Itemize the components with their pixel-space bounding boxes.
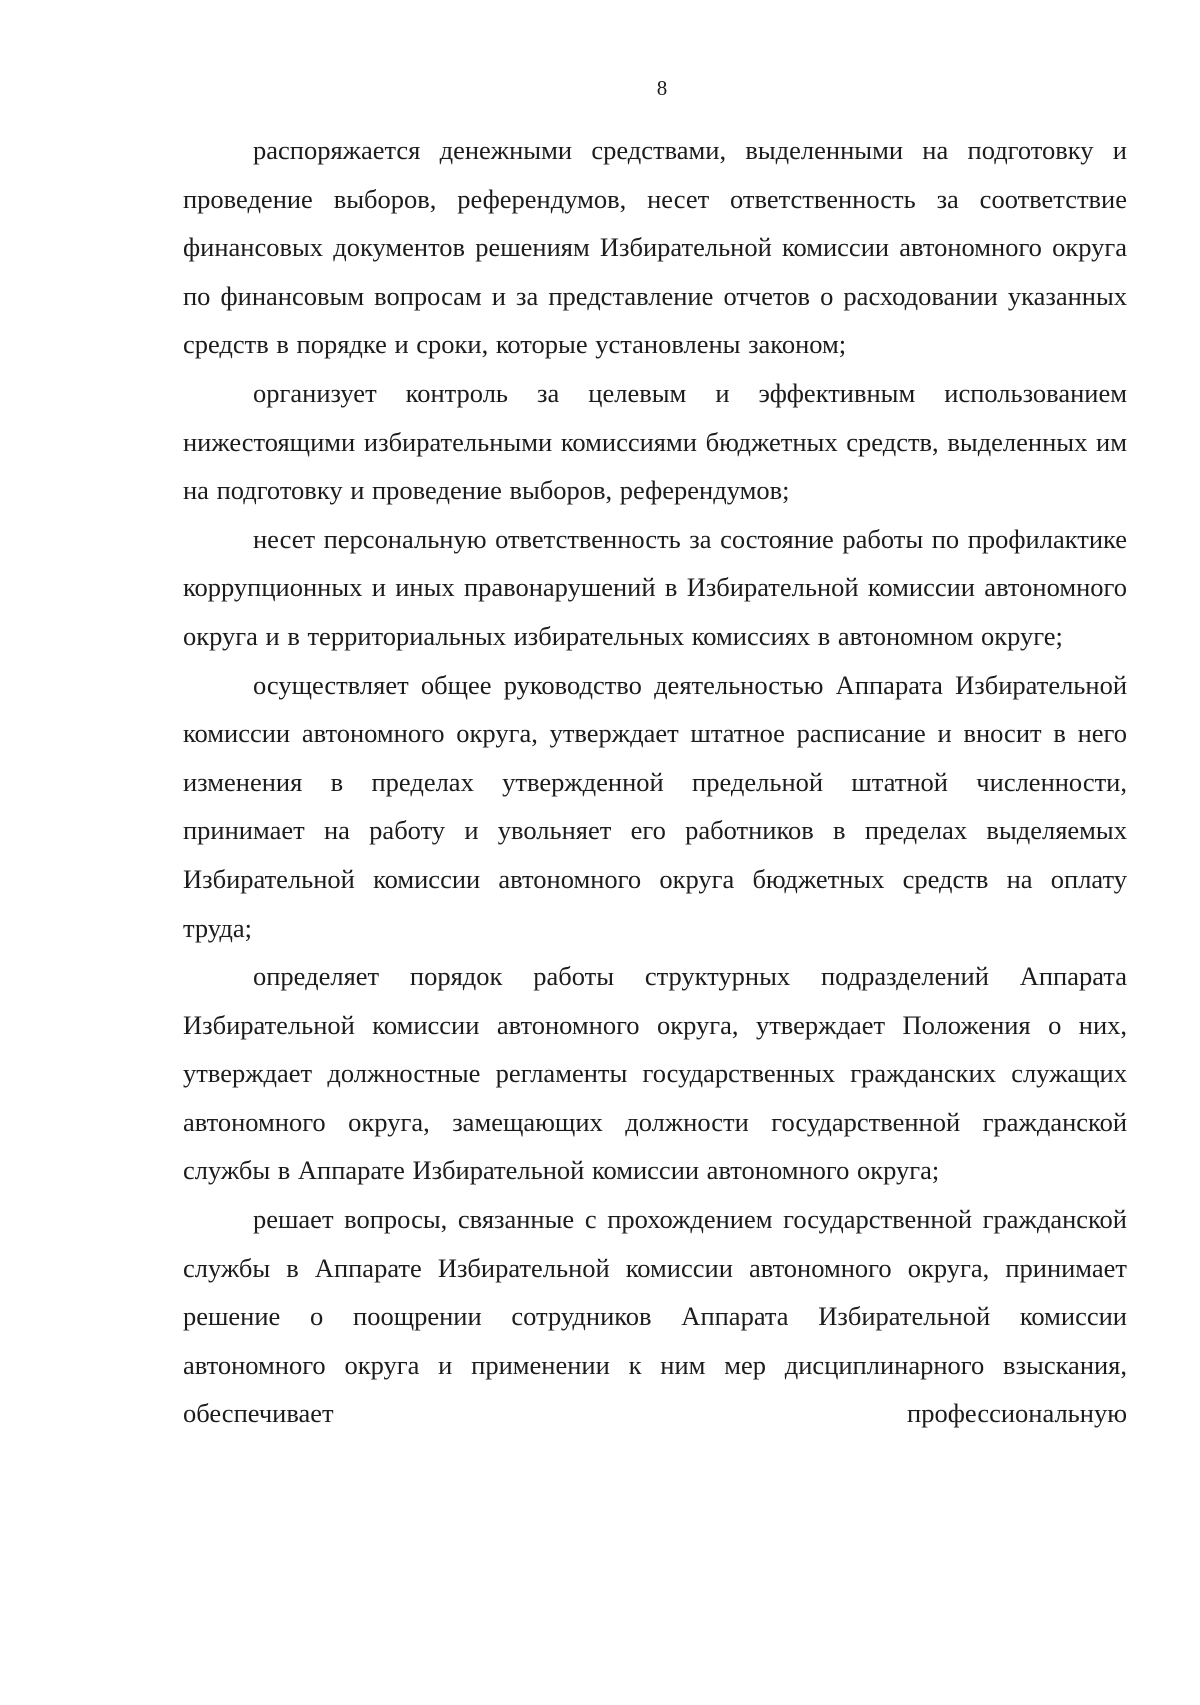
paragraph-staff-management: осуществляет общее руководство деятельностью Аппарата Избирательной комиссии автономного округа, утверждает штатное расписание и вносит в него изменения в пределах утвержденной предельной штатной численности, принимает на работу и увольняет его работников в пределах выделяемых Избирательной комиссии автономного округа бюджетных средств на оплату труда; <box>183 669 1127 943</box>
document-body <box>183 126 1127 1438</box>
page-number: 8 <box>656 76 668 100</box>
paragraph-anticorruption: несет персональную ответственность за состояние работы по профилактике коррупционных и иных правонарушений в Избирательной комиссии автономного округа и в территориальных избирательных комиссиях в автономном округе; <box>183 523 1127 651</box>
paragraph-control: организует контроль за целевым и эффективным использованием нижестоящими избирательными комиссиями бюджетных средств, выделенных им на подготовку и проведение выборов, референдумов; <box>183 377 1127 506</box>
paragraph-civil-service: решает вопросы, связанные с прохождением государственной гражданской службы в Аппарате Избирательной комиссии автономного округа, принимает решение о поощрении сотрудников Аппарата Избирательной комиссии автономного округа и применении к ним мер дисциплинарного взыскания, обеспечивает профессиональную <box>183 1204 1127 1429</box>
paragraph-finances: распоряжается денежными средствами, выделенными на подготовку и проведение выборов, референдумов, несет ответственность за соответствие финансовых документов решениям Избирательной комиссии автономного округа по финансовым вопросам и за представление отчетов о расходовании указанных средств в порядке и сроки, которые установлены законом; <box>183 135 1127 360</box>
paragraph-structure: определяет порядок работы структурных подразделений Аппарата Избирательной комиссии автономного округа, утверждает Положения о них, утверждает должностные регламенты государственных гражданских служащих автономного округа, замещающих должности государственной гражданской службы в Аппарате Избирательной комиссии автономного округа; <box>183 961 1127 1186</box>
